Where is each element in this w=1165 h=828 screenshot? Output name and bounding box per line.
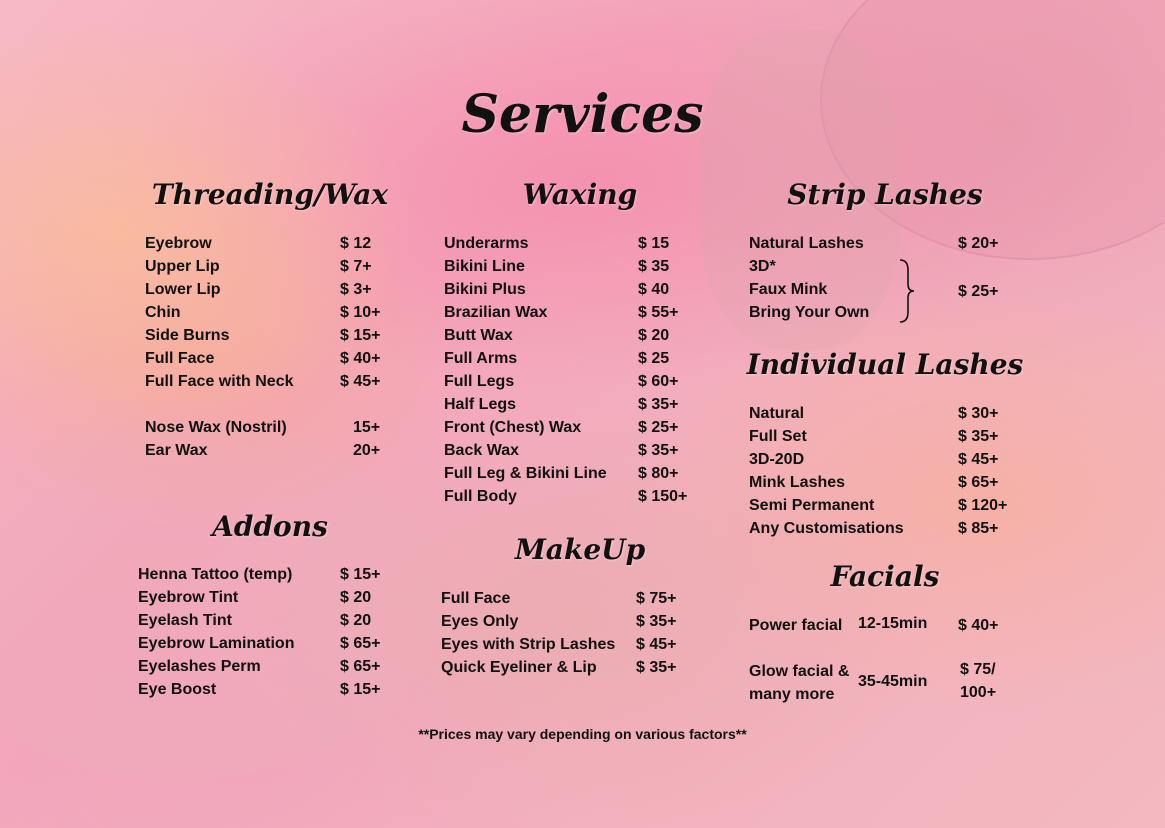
service-name: Eyes with Strip Lashes (441, 636, 616, 653)
service-name: Power facial (749, 617, 843, 634)
service-name: Back Wax (444, 442, 519, 459)
service-name: Eyebrow Lamination (138, 635, 295, 652)
service-name: Brazilian Wax (444, 304, 548, 321)
service-duration: 35-45min (858, 673, 928, 690)
service-name: Full Face (441, 590, 511, 607)
service-name: Full Body (444, 488, 517, 505)
service-name: Bikini Plus (444, 281, 526, 298)
service-price: $ 120+ (958, 497, 1008, 514)
service-price: $ 15+ (340, 681, 381, 698)
service-price: $ 25+ (638, 419, 679, 436)
service-price: $ 7+ (340, 258, 372, 275)
service-name: Eyebrow Tint (138, 589, 239, 606)
service-name: Glow facial & (749, 663, 850, 680)
service-price: $ 15 (638, 235, 670, 252)
service-price: $ 25 (638, 350, 670, 367)
section-title-facials: Facials (830, 560, 940, 593)
service-name: Any Customisations (749, 520, 904, 537)
service-name: Bikini Line (444, 258, 525, 275)
service-price: $ 75+ (636, 590, 677, 607)
service-name: Mink Lashes (749, 474, 846, 491)
service-name: Natural Lashes (749, 235, 864, 252)
service-price: $ 40+ (958, 617, 999, 634)
service-name: Butt Wax (444, 327, 513, 344)
service-price: $ 20 (340, 589, 372, 606)
service-duration: 12-15min (858, 615, 928, 632)
service-price: $ 35+ (958, 428, 999, 445)
service-name: many more (749, 686, 835, 703)
service-price: $ 75/ (960, 661, 996, 678)
service-price: $ 35 (638, 258, 670, 275)
service-price: $ 15+ (340, 566, 381, 583)
service-price: $ 80+ (638, 465, 679, 482)
service-name: Chin (145, 304, 181, 321)
service-price-group: $ 25+ (958, 283, 999, 300)
service-name: Full Set (749, 428, 807, 445)
service-price: $ 20 (340, 612, 372, 629)
curly-brace-icon (896, 258, 916, 324)
service-price: 15+ (353, 419, 381, 436)
service-name: Underarms (444, 235, 529, 252)
service-name: Faux Mink (749, 281, 828, 298)
service-price: $ 85+ (958, 520, 999, 537)
service-price: $ 20 (638, 327, 670, 344)
service-name: Half Legs (444, 396, 517, 413)
service-name: 3D-20D (749, 451, 805, 468)
service-price: $ 40+ (340, 350, 381, 367)
price-disclaimer: **Prices may vary depending on various factors** (418, 726, 747, 742)
service-name: Upper Lip (145, 258, 220, 275)
service-price: $ 15+ (340, 327, 381, 344)
service-price: $ 65+ (340, 635, 381, 652)
service-price: $ 45+ (958, 451, 999, 468)
service-name: Front (Chest) Wax (444, 419, 582, 436)
section-title-addons: Addons (212, 510, 328, 543)
service-price: $ 35+ (636, 659, 677, 676)
service-name: Ear Wax (145, 442, 208, 459)
service-name: 3D* (749, 258, 776, 275)
service-price: $ 3+ (340, 281, 372, 298)
service-price: $ 150+ (638, 488, 688, 505)
service-price: $ 40 (638, 281, 670, 298)
service-name: Nose Wax (Nostril) (145, 419, 287, 436)
service-name: Natural (749, 405, 805, 422)
service-price: $ 65+ (340, 658, 381, 675)
section-title-waxing: Waxing (522, 178, 638, 211)
service-price: $ 65+ (958, 474, 999, 491)
section-title-threading-wax: Threading/Wax (151, 178, 389, 211)
service-price: $ 30+ (958, 405, 999, 422)
service-name: Bring Your Own (749, 304, 870, 321)
service-name: Side Burns (145, 327, 230, 344)
service-price: $ 35+ (638, 442, 679, 459)
service-name: Full Legs (444, 373, 515, 390)
service-name: Full Face (145, 350, 215, 367)
service-price: $ 12 (340, 235, 372, 252)
service-name: Eyebrow (145, 235, 212, 252)
service-name: Lower Lip (145, 281, 221, 298)
service-price: $ 20+ (958, 235, 999, 252)
service-name: Eyelash Tint (138, 612, 232, 629)
service-price: $ 55+ (638, 304, 679, 321)
service-price: $ 45+ (340, 373, 381, 390)
section-title-makeup: MakeUp (514, 533, 646, 566)
service-name: Quick Eyeliner & Lip (441, 659, 597, 676)
service-name: Full Arms (444, 350, 518, 367)
service-price: $ 45+ (636, 636, 677, 653)
section-title-strip-lashes: Strip Lashes (787, 178, 983, 211)
service-name: Eyes Only (441, 613, 519, 630)
service-name: Full Face with Neck (145, 373, 294, 390)
service-name: Semi Permanent (749, 497, 875, 514)
service-name: Eye Boost (138, 681, 217, 698)
service-price: 100+ (960, 684, 997, 701)
section-title-individual-lashes: Individual Lashes (746, 348, 1024, 381)
service-price: $ 60+ (638, 373, 679, 390)
service-name: Eyelashes Perm (138, 658, 261, 675)
service-price: $ 10+ (340, 304, 381, 321)
service-name: Full Leg & Bikini Line (444, 465, 607, 482)
service-name: Henna Tattoo (temp) (138, 566, 293, 583)
service-price: $ 35+ (636, 613, 677, 630)
service-price: $ 35+ (638, 396, 679, 413)
service-price: 20+ (353, 442, 381, 459)
page-title: Services (461, 84, 704, 145)
